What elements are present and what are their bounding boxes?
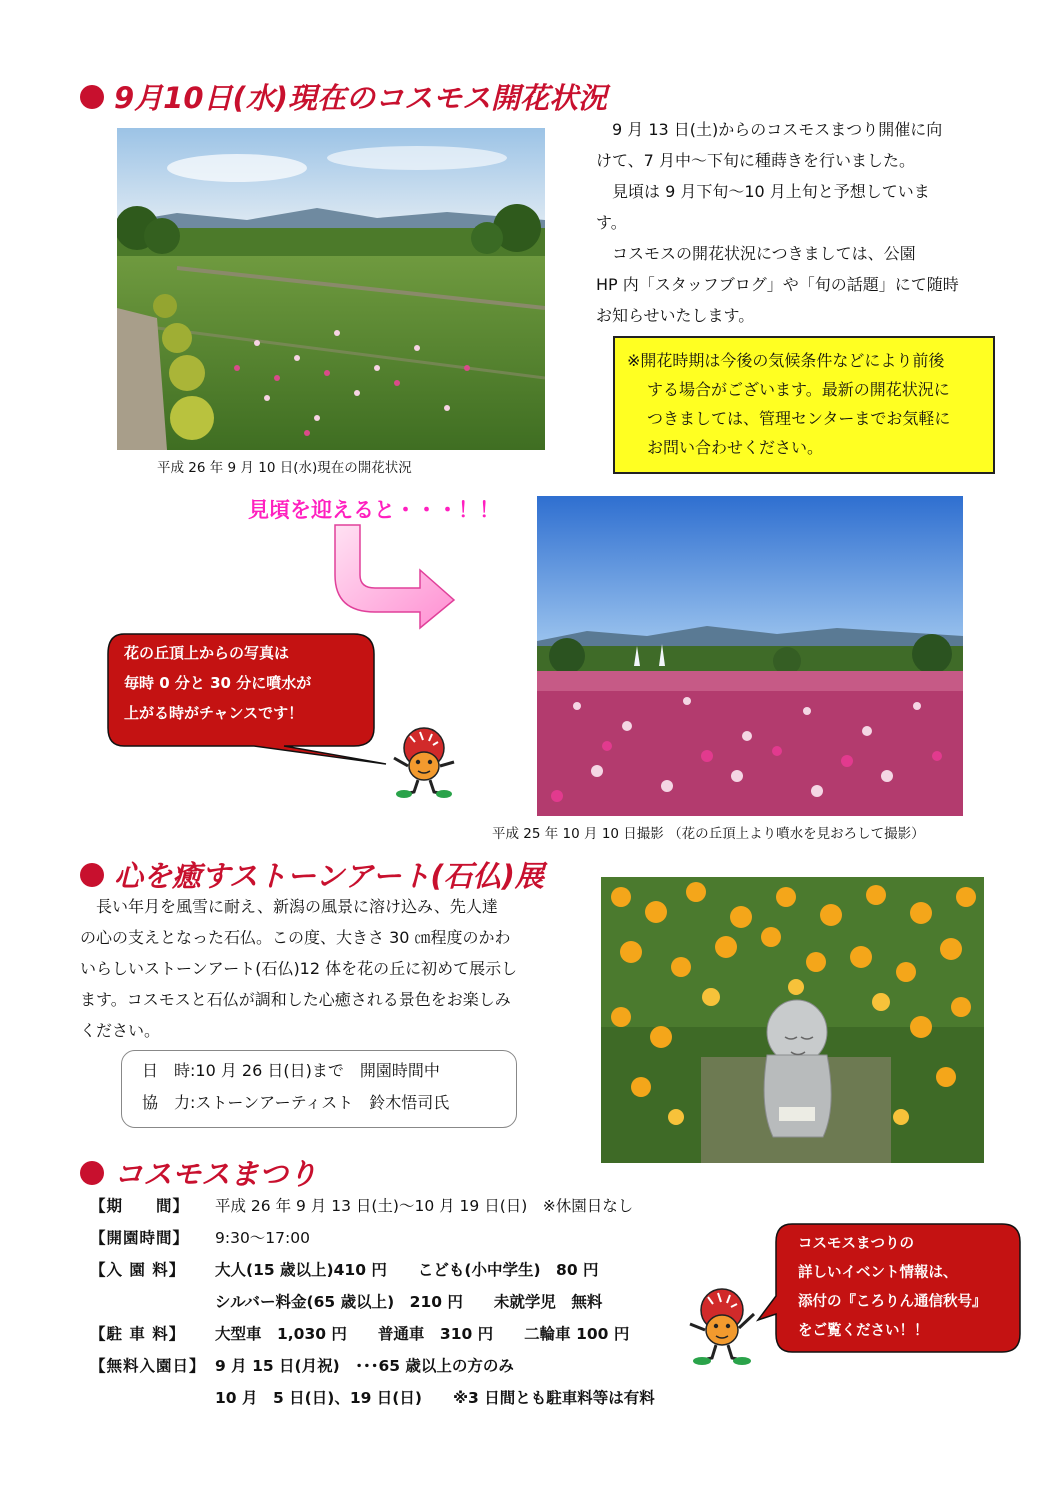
festival-row-free-days: 【無料入園日】 9 月 15 日(月祝) ･･･65 歳以上の方のみ (90, 1357, 514, 1375)
paragraph-line: けて、7 月中～下旬に種蒔きを行いました。 (596, 151, 915, 170)
mascot-icon (388, 722, 462, 800)
festival-row-admission-senior: シルバー料金(65 歳以上) 210 円 未就学児 無料 (215, 1293, 603, 1311)
paragraph-line: 長い年月を風雪に耐え、新潟の風景に溶け込み、先人達 (80, 897, 498, 916)
photo-caption-peak: 平成 25 年 10 月 10 日撮影 （花の丘頂上より噴水を見おろして撮影） (492, 826, 925, 842)
stone-buddha-photo (601, 877, 984, 1163)
callout-line: コスモスまつりの (798, 1236, 914, 1252)
peak-season-label: 見頃を迎えると・・・！！ (248, 498, 500, 522)
fountain-tip-callout (124, 638, 311, 728)
paragraph-line: す。 (596, 213, 627, 232)
paragraph-line: 9 月 13 日(土)からのコスモスまつり開催に向 (596, 120, 943, 139)
bullet-dot-icon (80, 863, 104, 887)
section1-heading: 9月10日(水)現在のコスモス開花状況 (80, 76, 607, 117)
notice-line: ※開花時期は今後の気候条件などにより前後 (627, 351, 945, 370)
festival-row-hours: 【開園時間】 9:30～17:00 (90, 1229, 310, 1247)
cosmos-field-photo-peak (537, 496, 963, 816)
paragraph-line: の心の支えとなった石仏。この度、大きさ 30 ㎝程度のかわ (80, 928, 511, 947)
paragraph-line: ください。 (80, 1021, 161, 1040)
flowering-notice-box (613, 336, 995, 474)
callout-line: 毎時 0 分と 30 分に噴水が (124, 674, 312, 692)
section2-heading: 心を癒すストーンアート(石仏)展 (80, 854, 544, 895)
bullet-dot-icon (80, 85, 104, 109)
festival-details (90, 1190, 655, 1414)
festival-row-parking: 【駐 車 料】 大型車 1,030 円 普通車 310 円 二輪車 100 円 (90, 1325, 630, 1343)
paragraph-line: コスモスの開花状況につきましては、公園 (596, 244, 916, 263)
festival-row-admission: 【入 園 料】 大人(15 歳以上)410 円 こども(小中学生) 80 円 (90, 1261, 599, 1279)
section2-paragraph (80, 891, 585, 1046)
paragraph-line: HP 内「スタッフブログ」や「旬の話題」にて随時 (596, 275, 959, 294)
section3-heading: コスモスまつり (80, 1152, 317, 1193)
callout-line: 詳しいイベント情報は、 (798, 1265, 958, 1281)
exhibition-info-box (121, 1050, 517, 1128)
curved-arrow-icon (330, 520, 460, 630)
bullet-dot-icon (80, 1161, 104, 1185)
callout-line: 添付の『ころりん通信秋号』 (798, 1294, 987, 1310)
notice-line: お問い合わせください。 (647, 438, 824, 457)
callout-line: 上がる時がチャンスです！ (124, 704, 304, 722)
notice-line: する場合がございます。最新の開花状況に (647, 380, 950, 399)
festival-row-free-days-2: 10 月 5 日(日)、19 日(日) ※3 日間とも駐車料等は有料 (215, 1389, 655, 1407)
info-line-date: 日 時:10 月 26 日(日)まで 開園時間中 (142, 1061, 440, 1080)
info-line-cooperation: 協 力:ストーンアーティスト 鈴木悟司氏 (142, 1093, 450, 1112)
paragraph-line: いらしいストーンアート(石仏)12 体を花の丘に初めて展示し (80, 959, 518, 978)
cosmos-field-photo-early (117, 128, 545, 450)
paragraph-line: 見頃は 9 月下旬～10 月上旬と予想していま (596, 182, 930, 201)
callout-line: をご覧ください！！ (798, 1323, 929, 1339)
paragraph-line: ます。コスモスと石仏が調和した心癒される景色をお楽しみ (80, 990, 511, 1009)
mascot-icon (682, 1284, 762, 1368)
photo-caption-early: 平成 26 年 9 月 10 日(水)現在の開花状況 (157, 460, 412, 476)
section1-paragraph (596, 114, 986, 331)
callout-line: 花の丘頂上からの写真は (124, 644, 290, 662)
festival-row-period: 【期 間】 平成 26 年 9 月 13 日(土)～10 月 19 日(日) ※休園日なし (90, 1197, 634, 1215)
paragraph-line: お知らせいたします。 (596, 306, 755, 325)
event-info-callout (798, 1230, 987, 1346)
notice-line: つきましては、管理センターまでお気軽に (647, 409, 951, 428)
